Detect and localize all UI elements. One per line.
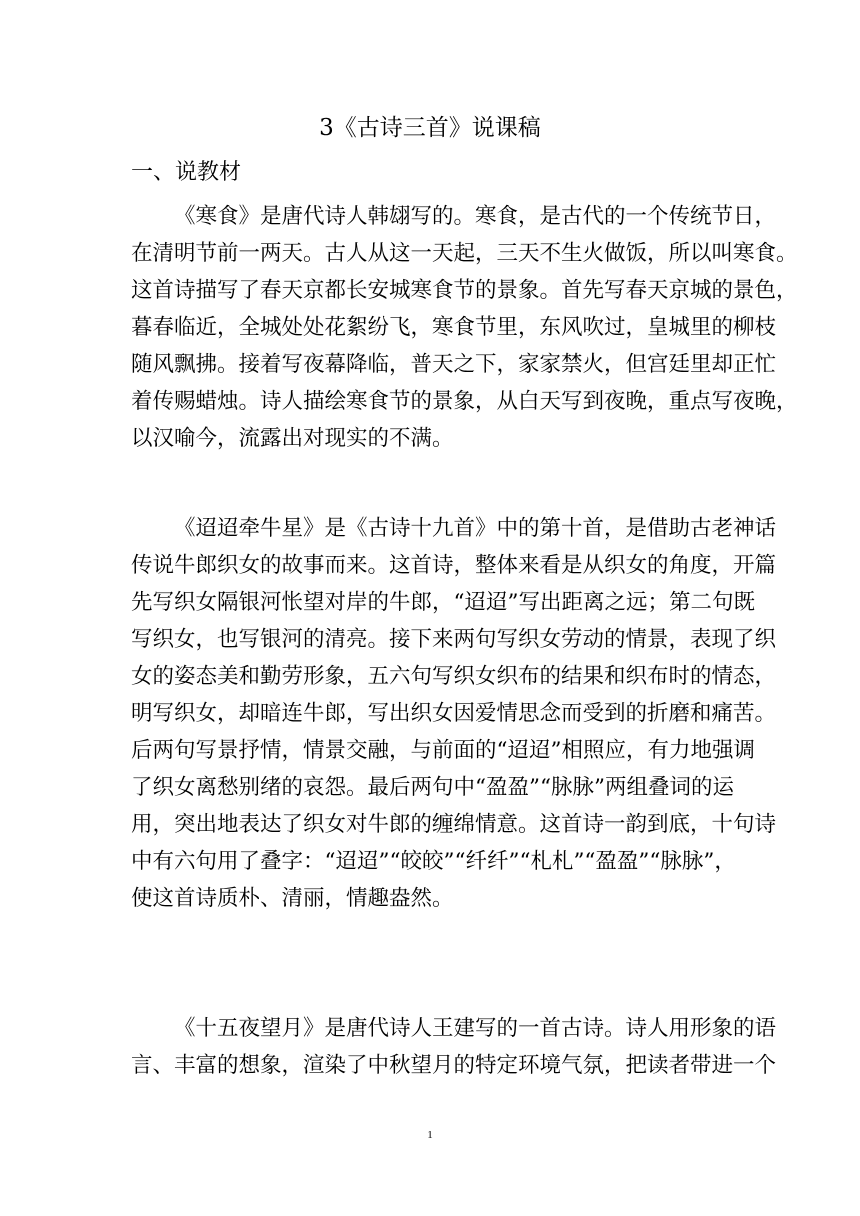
section-heading: 一、说教材 (131, 160, 242, 185)
paragraph-hanshi (131, 198, 798, 457)
paragraph-line: 中有六句用了叠字：“迢迢”“皎皎”“纤纤”“札札”“盈盈”“脉脉”， (131, 849, 736, 874)
paragraph-line: 这首诗描写了春天京都长安城寒食节的景象。首先写春天京城的景色， (131, 278, 798, 303)
paragraph-line: 《寒食》是唐代诗人韩翃写的。寒食，是古代的一个传统节日， (174, 204, 777, 229)
paragraph-line: 了织女离愁别绪的哀怨。最后两句中“盈盈”“脉脉”两组叠词的运 (131, 775, 734, 800)
paragraph-line: 暮春临近，全城处处花絮纷飞，寒食节里，东风吹过，皇城里的柳枝 (131, 315, 777, 340)
paragraph-line: 《迢迢牵牛星》是《古诗十九首》中的第十首，是借助古老神话 (174, 516, 777, 541)
paragraph-shiwuye (131, 1010, 777, 1084)
paragraph-line: 言、丰富的想象，渲染了中秋望月的特定环境气氛，把读者带进一个 (131, 1053, 777, 1078)
paragraph-line: 传说牛郎织女的故事而来。这首诗，整体来看是从织女的角度，开篇 (131, 553, 777, 578)
paragraph-line: 先写织女隔银河怅望对岸的牛郎，“迢迢”写出距离之远；第二句既 (131, 590, 755, 615)
paragraph-line: 着传赐蜡烛。诗人描绘寒食节的景象，从白天写到夜晚，重点写夜晚， (131, 389, 798, 414)
paragraph-line: 后两句写景抒情，情景交融，与前面的“迢迢”相照应，有力地强调 (131, 738, 755, 763)
paragraph-line: 明写织女，却暗连牛郎，写出织女因爱情思念而受到的折磨和痛苦。 (131, 701, 777, 726)
paragraph-line: 在清明节前一两天。古人从这一天起，三天不生火做饭，所以叫寒食。 (131, 241, 798, 266)
paragraph-line: 使这首诗质朴、清丽，情趣盎然。 (131, 886, 454, 911)
paragraph-line: 以汉喻今，流露出对现实的不满。 (131, 426, 454, 451)
paragraph-line: 写织女，也写银河的清亮。接下来两句写织女劳动的情景，表现了织 (131, 627, 777, 652)
paragraph-tiaotiao (131, 510, 777, 917)
paragraph-line: 《十五夜望月》是唐代诗人王建写的一首古诗。诗人用形象的语 (174, 1016, 777, 1041)
paragraph-line: 随风飘拂。接着写夜幕降临，普天之下，家家禁火，但宫廷里却正忙 (131, 352, 777, 377)
document-title: 3《古诗三首》说课稿 (319, 115, 541, 141)
paragraph-line: 用，突出地表达了织女对牛郎的缠绵情意。这首诗一韵到底，十句诗 (131, 812, 777, 837)
page-number: 1 (427, 1129, 433, 1141)
paragraph-line: 女的姿态美和勤劳形象，五六句写织女织布的结果和织布时的情态， (131, 664, 777, 689)
